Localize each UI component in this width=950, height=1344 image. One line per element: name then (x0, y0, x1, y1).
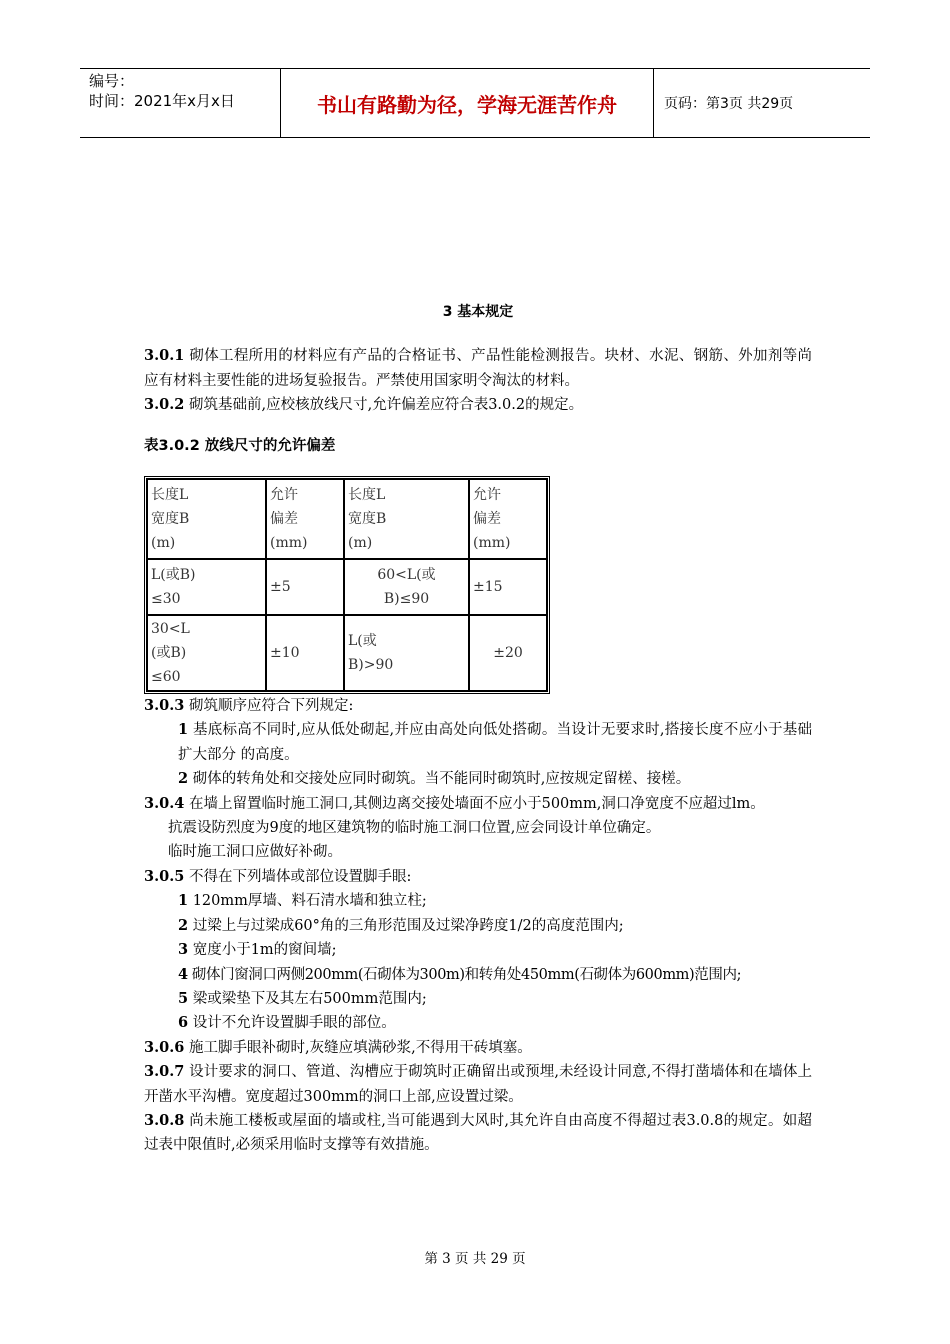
clause-text: 砌筑顺序应符合下列规定: (184, 698, 354, 715)
clause-3-0-5-item-2 (144, 914, 812, 938)
table-row (147, 615, 547, 691)
item-text: 设计不允许设置脚手眼的部位。 (188, 1015, 396, 1032)
item-text: 梁或梁垫下及其左右500mm范围内; (188, 990, 427, 1007)
clause-3-0-5-item-4 (144, 963, 812, 987)
clause-number: 3.0.3 (144, 697, 185, 715)
clause-3-0-4 (144, 792, 812, 816)
table-cell: ±15 (469, 559, 547, 615)
item-text: 砌体的转角处和交接处应同时砌筑。当不能同时砌筑时,应按规定留槎、接槎。 (188, 771, 691, 788)
page-header (80, 68, 870, 138)
clause-3-0-5-item-6 (144, 1011, 812, 1035)
table-cell: ±20 (469, 615, 547, 691)
header-cell: 允许 偏差 (mm) (469, 479, 547, 559)
clause-3-0-8 (144, 1109, 812, 1158)
item-number: 6 (178, 1014, 189, 1032)
clause-number: 3.0.5 (144, 867, 185, 885)
header-cell: 允许 偏差 (mm) (266, 479, 344, 559)
item-text: 宽度小于1m的窗间墙; (188, 942, 337, 959)
item-text: 120mm厚墙、料石清水墙和独立柱; (188, 893, 427, 910)
item-number: 2 (178, 770, 189, 788)
page-footer: 第 3 页 共 29 页 (424, 1251, 526, 1267)
clause-text: 尚未施工楼板或屋面的墙或柱,当可能遇到大风时,其允许自由高度不得超过表3.0.8的规定。如超过表中限值时,必须采用临时支撑等有效措施。 (144, 1112, 812, 1154)
table-caption: 表3.0.2 放线尺寸的允许偏差 (144, 437, 336, 454)
clause-3-0-6 (144, 1036, 812, 1060)
table-cell: L(或B) ≤30 (147, 559, 266, 615)
clause-number: 3.0.1 (144, 347, 185, 365)
header-meta (80, 69, 281, 137)
table-cell: L(或 B)>90 (344, 615, 469, 691)
clause-3-0-5-item-1 (144, 889, 812, 913)
item-number: 2 (178, 916, 189, 934)
table-cell: 60<L(或 B)≤90 (344, 559, 469, 615)
header-time: 时间：2021年x月x日 (89, 92, 235, 110)
clause-3-0-2 (144, 393, 812, 417)
clause-number: 3.0.8 (144, 1111, 185, 1129)
clause-3-0-4-note-b: 临时施工洞口应做好补砌。 (168, 844, 342, 861)
clause-text: 不得在下列墙体或部位设置脚手眼: (184, 868, 412, 885)
clause-3-0-3-item-2 (144, 767, 812, 791)
clause-text: 施工脚手眼补砌时,灰缝应填满砂浆,不得用干砖填塞。 (184, 1039, 532, 1056)
clause-text: 设计要求的洞口、管道、沟槽应于砌筑时正确留出或预埋,未经设计同意,不得打凿墙体和在墙体上开凿水平沟槽。宽度超过300mm的洞口上部,应设置过梁。 (144, 1064, 812, 1105)
clause-number: 3.0.2 (144, 396, 185, 414)
clause-text: 砌体工程所用的材料应有产品的合格证书、产品性能检测报告。块材、水泥、钢筋、外加剂等尚应有材料主要性能的进场复验报告。严禁使用国家明令淘汰的材料。 (144, 348, 812, 389)
table-cell: ±5 (266, 559, 344, 615)
clause-3-0-3 (144, 694, 812, 718)
table-cell: ±10 (266, 615, 344, 691)
clause-number: 3.0.6 (144, 1038, 185, 1056)
clause-number: 3.0.7 (144, 1063, 185, 1081)
item-number: 4 (178, 965, 188, 983)
item-number: 1 (178, 892, 189, 910)
header-page-number: 页码：第3页 共29页 (664, 96, 794, 112)
section-title: 3 基本规定 (442, 304, 514, 320)
clause-3-0-1 (144, 344, 812, 393)
item-text: 过梁上与过梁成60°角的三角形范围及过梁净跨度1/2的高度范围内; (188, 917, 624, 934)
table-header-row (147, 479, 547, 559)
clause-3-0-5 (144, 865, 812, 889)
item-number: 3 (178, 941, 189, 959)
clause-3-0-5-item-5 (144, 987, 812, 1011)
table-row (147, 559, 547, 615)
clause-text: 砌筑基础前,应校核放线尺寸,允许偏差应符合表3.0.2的规定。 (184, 397, 584, 414)
tolerance-table (144, 476, 550, 694)
item-text: 砌体门窗洞口两侧200mm(石砌体为300m)和转角处450mm(石砌体为600mm)范围内; (187, 966, 742, 983)
clause-3-0-3-item-1 (144, 718, 812, 767)
clause-3-0-4-note-a: 抗震设防烈度为9度的地区建筑物的临时施工洞口位置,应会同设计单位确定。 (168, 820, 661, 837)
clause-3-0-7 (144, 1060, 812, 1109)
item-text: 基底标高不同时,应从低处砌起,并应由高处向低处搭砌。当设计无要求时,搭接长度不应小于基础扩大部分 的高度。 (178, 722, 812, 763)
item-number: 5 (178, 989, 189, 1007)
clause-number: 3.0.4 (144, 794, 185, 812)
item-number: 1 (178, 721, 189, 739)
document-body (144, 300, 812, 1158)
clause-3-0-5-item-3 (144, 938, 812, 962)
header-cell: 长度L 宽度B (m) (147, 479, 266, 559)
table-cell: 30<L (或B) ≤60 (147, 615, 266, 691)
header-motto: 书山有路勤为径，学海无涯苦作舟 (281, 69, 654, 137)
header-number: 编号： (89, 72, 135, 90)
header-cell: 长度L 宽度B (m) (344, 479, 469, 559)
clause-text: 在墙上留置临时施工洞口,其侧边离交接处墙面不应小于500mm,洞口净宽度不应超过lm。 (184, 795, 765, 812)
